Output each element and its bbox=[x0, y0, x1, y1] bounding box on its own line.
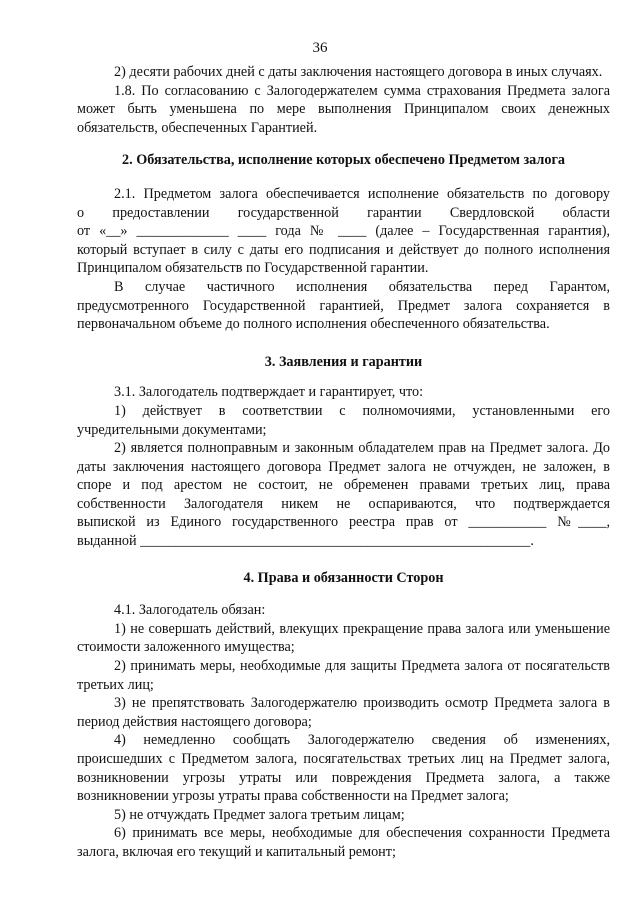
paragraph-2-1-rest: который вступает в силу с даты его подписания и действует до полного исполнения Принципалом обязательств по Государственной гарантии. bbox=[77, 241, 610, 277]
paragraph-top-item-2: 2) десяти рабочих дней с даты заключения настоящего договора в иных случаях. bbox=[114, 64, 603, 80]
paragraph-4-1-item-3: 3) не препятствовать Залогодержателю производить осмотр Предмета залога в период действия настоящего договора; bbox=[77, 695, 610, 730]
section-4-heading: 4. Права и обязанности Сторон bbox=[243, 569, 444, 586]
paragraph-4-1-item-2: 2) принимать меры, необходимые для защиты Предмета залога от посягательств третьих лиц; bbox=[77, 658, 610, 693]
paragraph-4-1-item-5: 5) не отчуждать Предмет залога третьим лицам; bbox=[114, 806, 405, 823]
paragraph-4-1-item-1: 1) не совершать действий, влекущих прекращение права залога или уменьшение стоимости заложенного имущества; bbox=[77, 620, 610, 656]
paragraph-4-1-item-4: 4) немедленно сообщать Залогодержателю сведения об изменениях, происшедших с Предметом залога, посягательствах третьих лиц на Предмет залога, возникновении угрозы утраты или повреждения Предмета залога, а также возникновении угрозы утраты права собственности на Предмет залога; bbox=[77, 732, 610, 805]
document-body bbox=[77, 63, 610, 862]
paragraph-3-1-item-2-extract: выпиской из Единого государственного реестра прав от ___________ №____, bbox=[77, 514, 610, 531]
paragraph-3-1-item-1: 1) действует в соответствии с полномочиями, установленными его учредительными документами; bbox=[77, 402, 610, 438]
paragraph-3-1: 3.1. Залогодатель подтверждает и гарантирует, что: bbox=[114, 384, 424, 401]
paragraph-2-1-line-3: от «__» _____________ ____ года № ____ (далее – Государственная гарантия), bbox=[77, 223, 610, 240]
paragraph-partial-performance: В случае частичного исполнения обязательства перед Гарантом, предусмотренного Государственной гарантией, Предмет залога сохраняется в первоначальном объеме до полного исполнения обеспеченного обязательства. bbox=[77, 278, 610, 333]
paragraph-3-1-item-2-issued: выданной _______________________________________________________. bbox=[77, 533, 534, 550]
paragraph-4-1: 4.1. Залогодатель обязан: bbox=[114, 602, 266, 619]
page-number: 36 bbox=[312, 40, 328, 56]
section-2-heading: 2. Обязательства, исполнение которых обеспечено Предметом залога bbox=[122, 152, 565, 169]
section-3-heading: 3. Заявления и гарантии bbox=[264, 353, 423, 370]
paragraph-4-1-item-6: 6) принимать все меры, необходимые для обеспечения сохранности Предмета залога, включая его текущий и капитальный ремонт; bbox=[77, 825, 610, 860]
paragraph-2-1-line-1: 2.1. Предметом залога обеспечивается исполнение обязательств по договору bbox=[114, 185, 610, 202]
paragraph-3-1-item-2: 2) является полноправным и законным обладателем прав на Предмет залога. До даты заключения настоящего договора Предмет залога не отчужден, не заложен, в споре и под арестом не состоит, не обременен правами третьих лиц, права собственности Залогодателя никем не оспариваются, что подтверждается bbox=[77, 440, 610, 512]
paragraph-1-8: 1.8. По согласованию с Залогодержателем сумма страхования Предмета залога может быть уменьшена по мере выполнения Принципалом своих денежных обязательств, обеспеченных Гарантией. bbox=[77, 82, 610, 136]
paragraph-2-1-line-2: о предоставлении государственной гарантии Свердловской области bbox=[77, 204, 610, 221]
